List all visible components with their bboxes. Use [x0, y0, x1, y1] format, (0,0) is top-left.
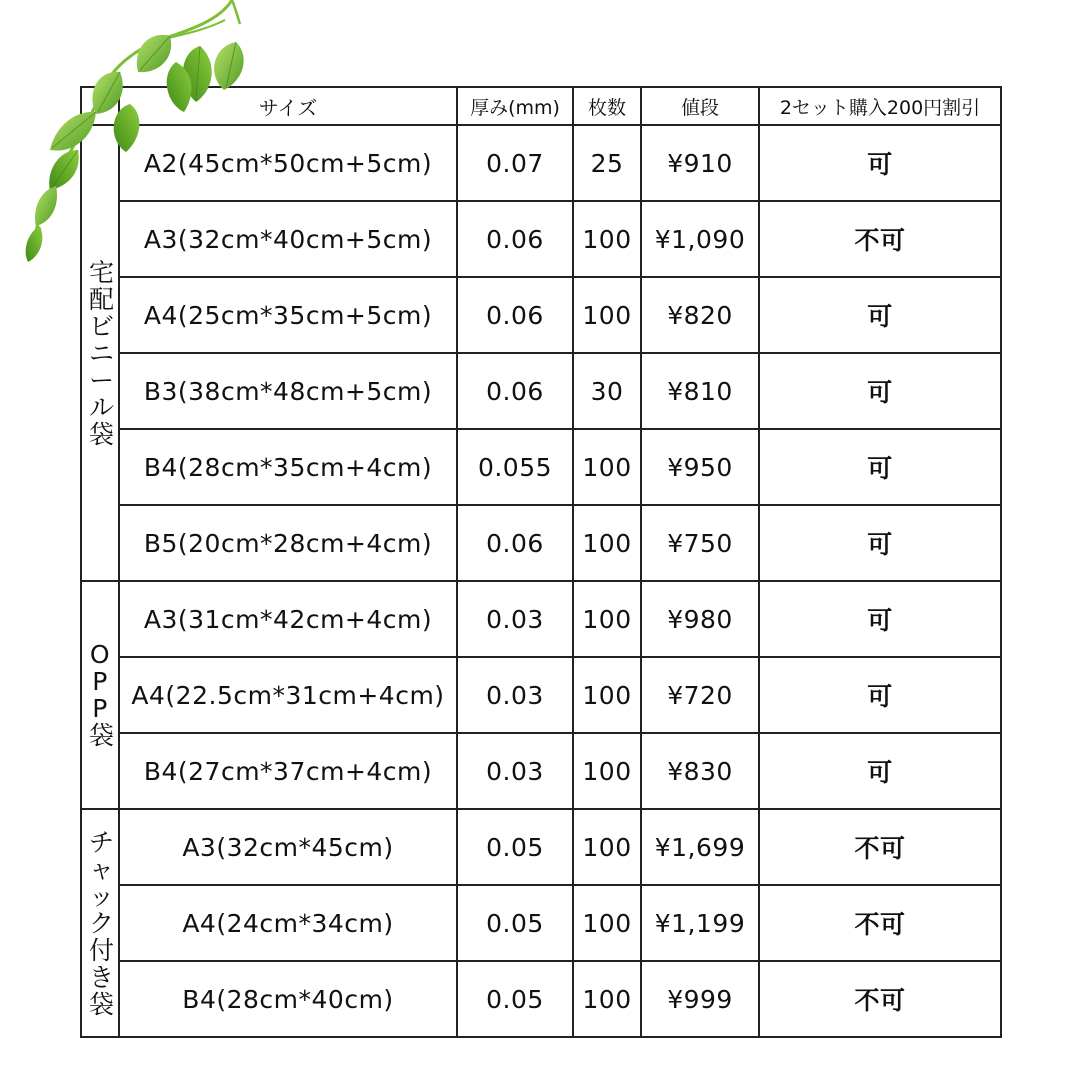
header-thickness: 厚み(mm)	[457, 87, 573, 125]
discount-cell: 可	[759, 429, 1001, 505]
table-row	[81, 961, 1001, 1037]
count-cell: 100	[573, 733, 641, 809]
size-cell: B4(27cm*37cm+4cm)	[119, 733, 457, 809]
count-cell: 100	[573, 429, 641, 505]
price-cell: ¥820	[641, 277, 759, 353]
price-cell: ¥910	[641, 125, 759, 201]
count-cell: 100	[573, 201, 641, 277]
size-cell: B5(20cm*28cm+4cm)	[119, 505, 457, 581]
count-cell: 100	[573, 581, 641, 657]
discount-cell: 可	[759, 125, 1001, 201]
size-cell: A4(24cm*34cm)	[119, 885, 457, 961]
thickness-cell: 0.06	[457, 201, 573, 277]
count-cell: 100	[573, 657, 641, 733]
thickness-cell: 0.03	[457, 657, 573, 733]
size-cell: A3(31cm*42cm+4cm)	[119, 581, 457, 657]
size-cell: A4(25cm*35cm+5cm)	[119, 277, 457, 353]
price-cell: ¥1,699	[641, 809, 759, 885]
price-cell: ¥1,199	[641, 885, 759, 961]
price-cell: ¥999	[641, 961, 759, 1037]
header-size: サイズ	[119, 87, 457, 125]
table-row	[81, 733, 1001, 809]
price-cell: ¥950	[641, 429, 759, 505]
category-opp	[81, 581, 119, 809]
price-table	[80, 86, 1002, 1038]
size-cell: B3(38cm*48cm+5cm)	[119, 353, 457, 429]
table-row	[81, 429, 1001, 505]
size-cell: A2(45cm*50cm+5cm)	[119, 125, 457, 201]
header-count: 枚数	[573, 87, 641, 125]
thickness-cell: 0.05	[457, 809, 573, 885]
table-row	[81, 809, 1001, 885]
discount-cell: 不可	[759, 961, 1001, 1037]
count-cell: 100	[573, 277, 641, 353]
thickness-cell: 0.06	[457, 277, 573, 353]
size-cell: A3(32cm*45cm)	[119, 809, 457, 885]
header-price: 値段	[641, 87, 759, 125]
table-row	[81, 353, 1001, 429]
discount-cell: 可	[759, 581, 1001, 657]
discount-cell: 不可	[759, 885, 1001, 961]
thickness-cell: 0.05	[457, 885, 573, 961]
thickness-cell: 0.06	[457, 505, 573, 581]
discount-cell: 可	[759, 733, 1001, 809]
category-label: OPP袋	[89, 640, 115, 750]
count-cell: 100	[573, 505, 641, 581]
size-cell: B4(28cm*40cm)	[119, 961, 457, 1037]
size-cell: A3(32cm*40cm+5cm)	[119, 201, 457, 277]
thickness-cell: 0.06	[457, 353, 573, 429]
header-discount: 2セット購入200円割引	[759, 87, 1001, 125]
count-cell: 100	[573, 885, 641, 961]
table-row	[81, 505, 1001, 581]
discount-cell: 可	[759, 353, 1001, 429]
count-cell: 100	[573, 961, 641, 1037]
category-label: チャック付き袋	[89, 827, 115, 1019]
category-takuhai-vinyl	[81, 125, 119, 581]
table-row	[81, 201, 1001, 277]
thickness-cell: 0.03	[457, 733, 573, 809]
count-cell: 30	[573, 353, 641, 429]
category-zipper	[81, 809, 119, 1037]
thickness-cell: 0.07	[457, 125, 573, 201]
header-category-blank	[81, 87, 119, 125]
category-label: 宅配ビニール袋	[89, 257, 115, 449]
price-cell: ¥750	[641, 505, 759, 581]
thickness-cell: 0.05	[457, 961, 573, 1037]
thickness-cell: 0.055	[457, 429, 573, 505]
price-cell: ¥720	[641, 657, 759, 733]
table-row	[81, 125, 1001, 201]
price-cell: ¥980	[641, 581, 759, 657]
discount-cell: 不可	[759, 201, 1001, 277]
discount-cell: 可	[759, 657, 1001, 733]
size-cell: B4(28cm*35cm+4cm)	[119, 429, 457, 505]
price-cell: ¥830	[641, 733, 759, 809]
count-cell: 100	[573, 809, 641, 885]
table-row	[81, 581, 1001, 657]
price-cell: ¥1,090	[641, 201, 759, 277]
table-row	[81, 885, 1001, 961]
thickness-cell: 0.03	[457, 581, 573, 657]
size-cell: A4(22.5cm*31cm+4cm)	[119, 657, 457, 733]
table-row	[81, 657, 1001, 733]
header-row	[81, 87, 1001, 125]
discount-cell: 可	[759, 277, 1001, 353]
discount-cell: 不可	[759, 809, 1001, 885]
table-row	[81, 277, 1001, 353]
discount-cell: 可	[759, 505, 1001, 581]
count-cell: 25	[573, 125, 641, 201]
price-cell: ¥810	[641, 353, 759, 429]
